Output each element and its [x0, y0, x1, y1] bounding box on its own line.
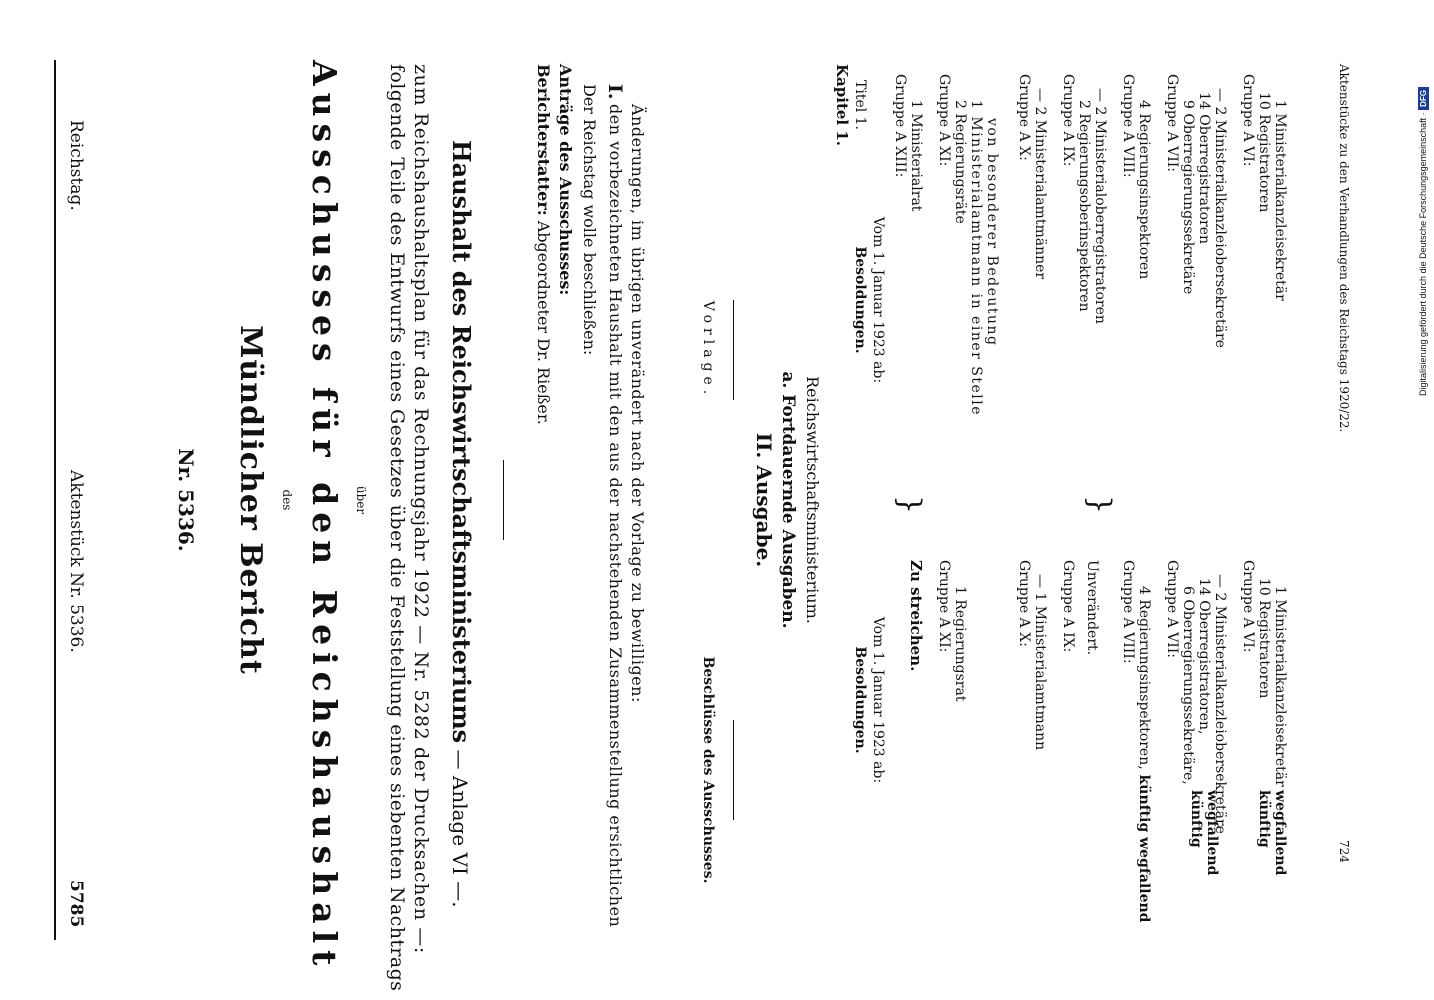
- motions-heading: Anträge des Ausschusses:: [556, 64, 575, 296]
- list-item: Gruppe A VI:: [1240, 560, 1256, 653]
- list-item: 10 Registratoren: [1256, 578, 1272, 699]
- list-item: — 2 Ministerialkanzleiobersekretäre: [1212, 88, 1228, 348]
- title-des: des: [280, 489, 294, 511]
- zu-streichen: Zu streichen.: [907, 560, 925, 672]
- list-item: Gruppe A IX:: [1060, 74, 1076, 167]
- list-item: Gruppe A VIII:: [1120, 560, 1136, 664]
- doc-number: Nr. 5336.: [174, 448, 198, 552]
- col-left-rule: [733, 300, 734, 400]
- list-item: Unverändert.: [1084, 560, 1100, 656]
- motion-number: I.: [604, 84, 626, 100]
- list-item: — 1 Ministerialamtmann: [1032, 574, 1048, 751]
- page-number: 5785: [66, 880, 86, 928]
- motion-line2: Änderungen, im übrigen unverändert nach der Vorlage zu bewilligen:: [628, 104, 647, 703]
- section-title: II. Ausgabe.: [752, 432, 776, 568]
- col-right-head: Beschlüsse des Ausschusses.: [700, 656, 716, 884]
- list-item: 14 Oberregistratoren: [1196, 92, 1212, 244]
- list-item: 2 Regierungsoberinspektoren: [1076, 100, 1092, 312]
- list-item: — 2 Ministerialkanzleiobersekretäre: [1212, 574, 1228, 834]
- list-item: Gruppe A VII:: [1164, 560, 1180, 658]
- footer-number: 724: [1337, 840, 1351, 863]
- list-item: von besonderer Bedeutung: [984, 118, 1000, 347]
- besoldungen-left: Besoldungen.: [852, 246, 868, 354]
- intro-line1: folgende Teile des Entwurfs eines Gesetzes über die Feststellung eines siebenten Nachtrags: [386, 64, 408, 992]
- kw-b: wegfallend: [1204, 790, 1220, 876]
- list-item: 14 Oberregistratoren,: [1196, 578, 1212, 735]
- reporter-label: Berichterstatter:: [534, 64, 553, 216]
- title-rule: [503, 460, 504, 540]
- list-item: 1 Ministerialkanzleisekretär: [1272, 586, 1288, 787]
- list-item: 1 Ministerialamtmann in einer Stelle: [968, 100, 984, 417]
- section-ministry: Reichswirtschaftsministerium.: [803, 376, 822, 624]
- besoldungen-right: Besoldungen.: [852, 646, 868, 754]
- section-sub: a. Fortdauernde Ausgaben.: [778, 371, 798, 629]
- list-item: Gruppe A VIII:: [1120, 74, 1136, 178]
- subject-rest: — Anlage VI —.: [448, 743, 472, 908]
- brace-1: }: [892, 495, 927, 515]
- list-item: — 2 Ministerialamtmänner: [1032, 88, 1048, 280]
- vom-left: Vom 1. Januar 1923 ab:: [870, 216, 886, 384]
- brace-2: }: [1082, 495, 1117, 515]
- list-item: 4 Regierungsinspektoren: [1136, 100, 1152, 280]
- kw-c: künftig: [1256, 790, 1272, 848]
- dfg-logo: DFG: [1418, 87, 1429, 110]
- list-item: Gruppe A X:: [1016, 560, 1032, 647]
- col-left-head: Vorlage.: [700, 300, 716, 400]
- list-item: Gruppe A XIII:: [892, 74, 908, 178]
- r3-text: 4 Regierungsinspektoren,: [1136, 586, 1152, 770]
- list-item: Gruppe A VI:: [1240, 74, 1256, 167]
- list-item: 6 Oberregierungssekretäre,: [1180, 586, 1196, 785]
- footer-left: Aktenstücke zu den Verhandlungen des Reichstags 1920/22.: [1337, 64, 1351, 433]
- r3-bold: künftig wegfallend: [1136, 769, 1152, 923]
- vom-right: Vom 1. Januar 1923 ab:: [870, 616, 886, 784]
- subject-bold: Haushalt des Reichswirtschaftsministeriums: [447, 140, 476, 744]
- motion-line1: den vorbezeichneten Haushalt mit den aus der nachstehenden Zusammenstellung ersichtlichen: [606, 104, 625, 928]
- list-item: Gruppe A XI:: [936, 74, 952, 167]
- list-item: 1 Ministerialkanzleisekretär: [1272, 100, 1288, 301]
- reporter-name: Abgeordneter Dr. Rießer.: [534, 215, 553, 425]
- header-rule: [54, 60, 56, 940]
- title-line2: Ausschusses für den Reichshaushalt: [305, 60, 344, 973]
- list-item: 9 Oberregierungssekretäre: [1180, 100, 1196, 295]
- list-item: — 2 Ministerialoberregistratoren: [1092, 88, 1108, 324]
- list-item: Gruppe A XI:: [936, 560, 952, 653]
- title-one: Titel 1.: [852, 80, 868, 131]
- chapter: Kapitel 1.: [833, 64, 851, 146]
- col-right-rule: [733, 720, 734, 820]
- intro-subject: [447, 140, 476, 908]
- kw-d: wegfallend: [1272, 790, 1288, 876]
- list-item: 1 Ministerialrat: [908, 100, 924, 212]
- reporter: [532, 64, 554, 425]
- list-item: Gruppe A VII:: [1164, 74, 1180, 172]
- motion-intro: Der Reichstag wolle beschließen:: [580, 84, 599, 356]
- header-left: Reichstag.: [66, 120, 86, 211]
- kw-a: künftig: [1188, 790, 1204, 848]
- list-item: 1 Regierungsrat: [952, 586, 968, 702]
- list-item: [1135, 586, 1152, 922]
- dfg-credit-text: Digitalisierung gefördert durch die Deutsche Forschungsgemeinschaft ·: [1418, 112, 1428, 396]
- list-item: Gruppe A X:: [1016, 74, 1032, 161]
- title-ueber: über: [354, 485, 368, 515]
- header-center: Aktenstück Nr. 5336.: [66, 470, 86, 653]
- title-line1: Mündlicher Bericht: [233, 325, 268, 675]
- list-item: Gruppe A IX:: [1060, 560, 1076, 653]
- list-item: 2 Regierungsräte: [952, 100, 968, 224]
- intro-line2: zum Reichshaushaltsplan für das Rechnungsjahr 1922 — Nr. 5282 der Drucksachen —:: [410, 64, 432, 954]
- list-item: 10 Registratoren: [1256, 92, 1272, 213]
